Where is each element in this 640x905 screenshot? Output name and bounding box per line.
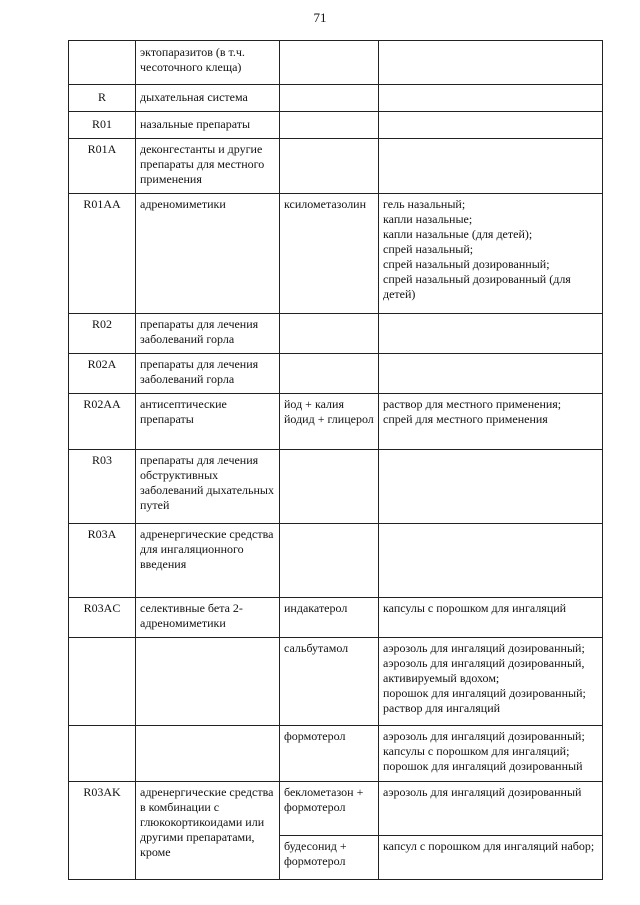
dosage-form-cell [379,836,603,880]
inn-cell [280,450,379,524]
table-body [69,41,603,880]
dosage-form-cell [379,638,603,726]
atc-code-cell [69,638,136,726]
group-name-cell: антисептические препараты [136,394,280,450]
group-name-cell: препараты для лечения заболеваний горла [136,354,280,394]
dosage-form-line: капли назальные; [383,212,473,226]
dosage-form-cell [379,524,603,598]
dosage-form-cell [379,112,603,139]
table-row [69,782,603,836]
atc-code-cell [69,726,136,782]
table-row [69,194,603,314]
table-row [69,314,603,354]
dosage-form-cell [379,139,603,194]
dosage-form-line: порошок для ингаляций дозированный; [383,686,586,700]
group-name-cell [136,638,280,726]
table-row [69,726,603,782]
atc-code-cell: R03AK [69,782,136,880]
group-name-cell [136,726,280,782]
inn-cell: йод + калия йодид + глицерол [280,394,379,450]
inn-cell [280,314,379,354]
dosage-form-line: раствор для ингаляций [383,701,501,715]
group-name-cell: дыхательная система [136,85,280,112]
dosage-form-line: спрей назальный; [383,242,474,256]
group-name-cell: деконгестанты и другие препараты для местного применения [136,139,280,194]
table-row [69,112,603,139]
group-name-cell: селективные бета 2-адреномиметики [136,598,280,638]
page-number: 71 [313,10,327,25]
dosage-form-line: спрей для местного применения [383,412,548,426]
table-row [69,41,603,85]
atc-code-cell: R02AA [69,394,136,450]
dosage-form-cell [379,782,603,836]
dosage-form-line: спрей назальный дозированный (для детей) [383,272,571,301]
inn-cell [280,41,379,85]
dosage-form-cell [379,598,603,638]
table-row [69,354,603,394]
dosage-form-cell [379,450,603,524]
atc-code-cell: R03A [69,524,136,598]
group-name-cell: эктопаразитов (в т.ч. чесоточного клеща) [136,41,280,85]
atc-code-cell: R01 [69,112,136,139]
dosage-form-cell [379,194,603,314]
dosage-form-line: капсулы с порошком для ингаляций; [383,744,570,758]
group-name-cell: адреномиметики [136,194,280,314]
drug-list-table [68,40,603,880]
group-name-cell: назальные препараты [136,112,280,139]
dosage-form-line: аэрозоль для ингаляций дозированный, активируемый вдохом; [383,656,585,685]
table-row [69,638,603,726]
atc-code-cell: R01AA [69,194,136,314]
atc-code-cell: R [69,85,136,112]
inn-cell [280,354,379,394]
dosage-form-line: капли назальные (для детей); [383,227,533,241]
group-name-cell: препараты для лечения заболеваний горла [136,314,280,354]
atc-code-cell [69,41,136,85]
dosage-form-cell [379,726,603,782]
dosage-form-cell [379,314,603,354]
inn-cell: будесонид + формотерол [280,836,379,880]
inn-cell [280,85,379,112]
dosage-form-line: капсулы с порошком для ингаляций [383,601,567,615]
dosage-form-line: раствор для местного применения; [383,397,562,411]
dosage-form-line: капсул с порошком для ингаляций набор; [383,839,595,853]
group-name-cell: адренергические средства в комбинации с глюкокортикоидами или другими препаратами, кроме [136,782,280,880]
dosage-form-line: аэрозоль для ингаляций дозированный [383,785,582,799]
table-row [69,598,603,638]
atc-code-cell: R01A [69,139,136,194]
table-row [69,450,603,524]
atc-code-cell: R02 [69,314,136,354]
inn-cell [280,524,379,598]
table-row [69,139,603,194]
atc-code-cell: R03 [69,450,136,524]
atc-code-cell: R03AC [69,598,136,638]
dosage-form-cell [379,354,603,394]
dosage-form-cell [379,85,603,112]
table-row [69,85,603,112]
atc-code-cell: R02A [69,354,136,394]
inn-cell: индакатерол [280,598,379,638]
inn-cell: беклометазон + формотерол [280,782,379,836]
dosage-form-line: гель назальный; [383,197,466,211]
dosage-form-line: аэрозоль для ингаляций дозированный; [383,729,585,743]
group-name-cell: адренергические средства для ингаляционного введения [136,524,280,598]
dosage-form-cell [379,394,603,450]
inn-cell: ксилометазолин [280,194,379,314]
group-name-cell: препараты для лечения обструктивных заболеваний дыхательных путей [136,450,280,524]
table-row [69,394,603,450]
dosage-form-line: спрей назальный дозированный; [383,257,550,271]
inn-cell: сальбутамол [280,638,379,726]
dosage-form-cell [379,41,603,85]
inn-cell [280,139,379,194]
inn-cell: формотерол [280,726,379,782]
inn-cell [280,112,379,139]
table-row [69,524,603,598]
dosage-form-line: порошок для ингаляций дозированный [383,759,583,773]
dosage-form-line: аэрозоль для ингаляций дозированный; [383,641,585,655]
